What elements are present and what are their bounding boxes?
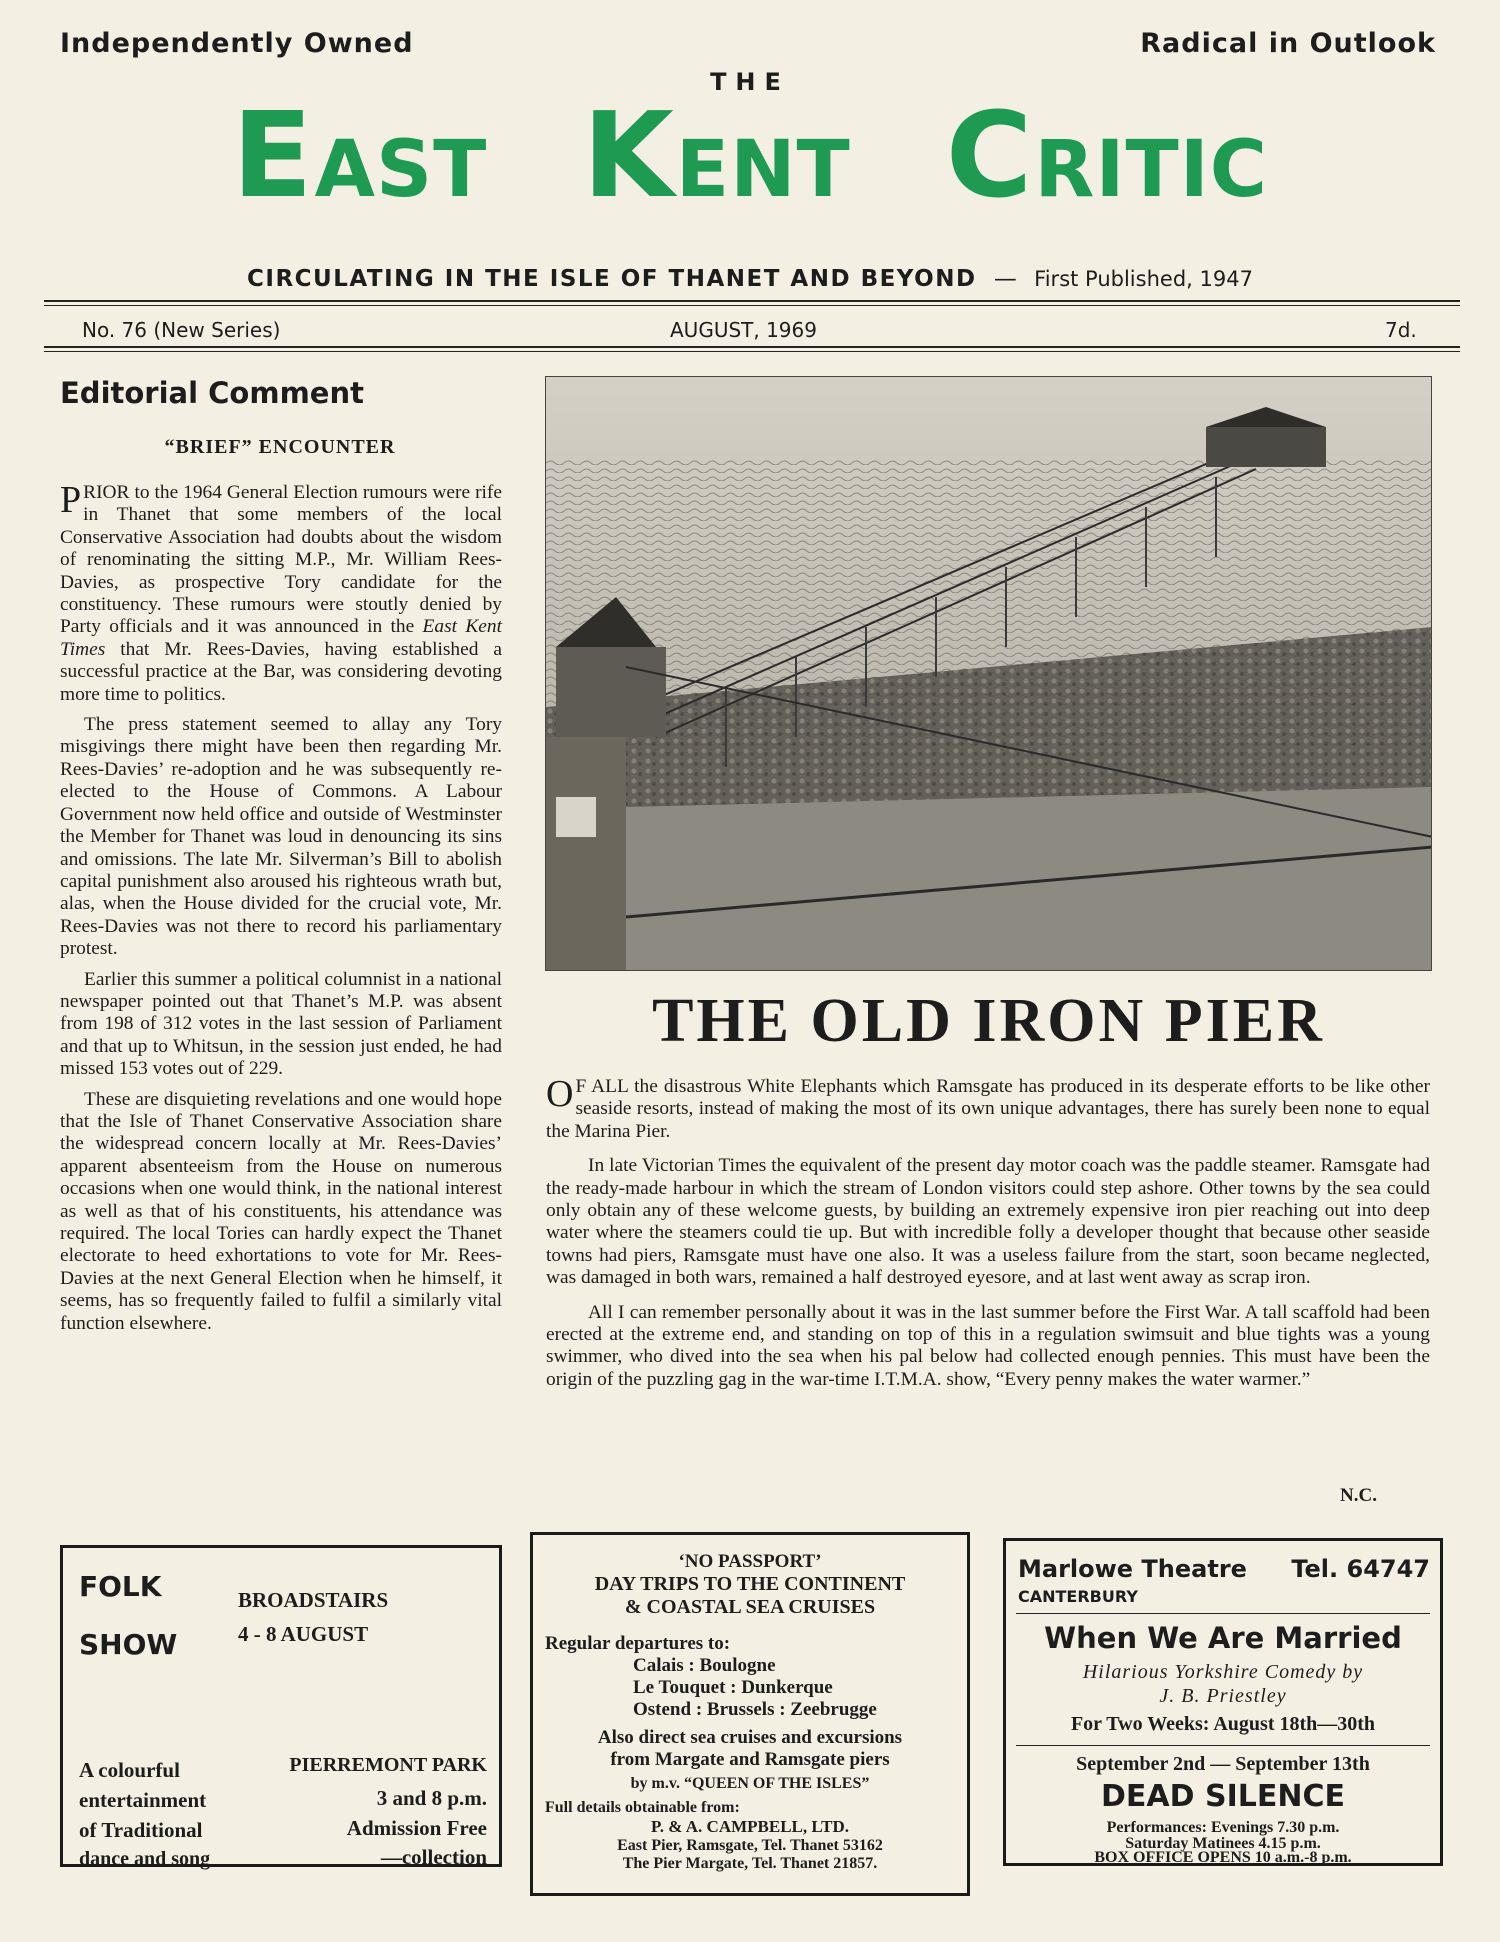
tagline-left: Independently Owned bbox=[60, 28, 414, 59]
ad-folk-desc-4: dance and song bbox=[79, 1848, 211, 1870]
ad-trips-line-2: DAY TRIPS TO THE CONTINENT bbox=[594, 1573, 906, 1595]
editorial-paragraph-1 bbox=[60, 479, 502, 706]
ad-folk-desc-1: A colourful bbox=[79, 1758, 180, 1782]
ad-trips-line-8: Also direct sea cruises and excursions bbox=[597, 1727, 903, 1748]
article-signature: N.C. bbox=[1340, 1485, 1377, 1506]
ad-folk-venue: PIERREMONT PARK bbox=[289, 1754, 487, 1776]
ad-folk-collection: —collection bbox=[380, 1845, 487, 1869]
header-rule-bottom bbox=[44, 346, 1460, 348]
first-published: First Published, 1947 bbox=[1034, 267, 1253, 291]
article-title: THE OLD IRON PIER bbox=[652, 987, 1325, 1055]
masthead-east-rest: AST bbox=[314, 125, 488, 215]
ad-folk-place: BROADSTAIRS bbox=[238, 1588, 389, 1612]
article-drop-cap: O bbox=[546, 1073, 574, 1115]
circulation-line bbox=[0, 266, 1500, 292]
ad-folk-desc-2: entertainment bbox=[79, 1788, 207, 1812]
theatre-play-2: DEAD SILENCE bbox=[1101, 1779, 1345, 1814]
issue-number: No. 76 (New Series) bbox=[82, 318, 281, 342]
ad-trips-line-7: Ostend : Brussels : Zeebrugge bbox=[633, 1699, 877, 1720]
ad-trips-line-10: by m.v. “QUEEN OF THE ISLES” bbox=[630, 1775, 870, 1792]
pier-illustration bbox=[546, 377, 1432, 971]
ad-trips-line-4: Regular departures to: bbox=[545, 1633, 731, 1654]
editorial-paragraph-2: The press statement seemed to allay any Tory misgivings there might have been then regarding Mr. Rees-Davies’ re-adoption and he was subsequently re-elected to the House of Commons. A Labour Government now held office and outside of Westminster the Member for Thanet was loud in denouncing its sins and omissions. The late Mr. Silverman’s Bill to abolish capital punishment also aroused his righteous wrath but, alas, when the House divided for the crucial vote, Mr. Rees-Davies was not there to record his parliamentary protest. bbox=[60, 714, 502, 960]
ad-folk-word: FOLK bbox=[79, 1570, 162, 1603]
ad-folk-times: 3 and 8 p.m. bbox=[376, 1786, 487, 1810]
theatre-town: CANTERBURY bbox=[1018, 1587, 1138, 1606]
editorial-body bbox=[60, 479, 502, 1343]
masthead-title bbox=[0, 86, 1500, 224]
ad-trips-line-6: Le Touquet : Dunkerque bbox=[633, 1677, 833, 1698]
ad-trips-line-9: from Margate and Ramsgate piers bbox=[610, 1749, 890, 1770]
ad-folk-desc-3: of Traditional bbox=[79, 1818, 203, 1842]
masthead-kent-rest: ENT bbox=[675, 125, 851, 215]
ad-marlowe-theatre bbox=[1003, 1538, 1443, 1866]
editorial-subheading: “BRIEF” ENCOUNTER bbox=[164, 436, 396, 458]
masthead-the: THE bbox=[710, 68, 790, 96]
article-paragraph-2: In late Victorian Times the equivalent of the present day motor coach was the paddle steamer. Ramsgate had the ready-made harbour in which the stream of London visitors could step ashore. Other towns by the sea could only obtain any of these welcome guests, by building an extremely expensive iron pier reaching out into deep water where the steamers could tie up. But with incredible folly a developer thought that because other seaside towns had piers, Ramsgate must have one also. It was a useless failure from the start, soon became neglected, was damaged in both wars, remained a half destroyed eyesore, and at last went away as scrap iron. bbox=[546, 1155, 1430, 1289]
article-paragraph-1 bbox=[546, 1073, 1430, 1143]
header-rule-bottom-2 bbox=[44, 351, 1460, 352]
circulation-text: CIRCULATING IN THE ISLE OF THANET AND BEYOND bbox=[247, 266, 977, 292]
pier-photograph bbox=[545, 376, 1432, 971]
masthead-critic-cap: C bbox=[945, 86, 1035, 224]
ad-trips-line-11: Full details obtainable from: bbox=[545, 1799, 740, 1816]
header-rule-top bbox=[44, 300, 1460, 302]
masthead-east-cap: E bbox=[232, 86, 315, 224]
editorial-paragraph-4: These are disquieting revelations and one would hope that the Isle of Thanet Conservative Association share the widespread concern locally at Mr. Rees-Davies’ apparent absenteeism from the House on numerous occasions when one would think, in the national interest as well as that of his constituents, his attendance was required. The local Tories can hardly expect the Thanet electorate to heed exhortations to vote for Mr. Rees-Davies at the next General Election when he himself, it seems, has so frequently failed to fulfil a similarly vital function elsewhere. bbox=[60, 1088, 502, 1334]
editorial-p1-end: that Mr. Rees-Davies, having established a successful practice at the Bar, was considering devoting more time to politics. bbox=[60, 638, 502, 705]
theatre-play-1: When We Are Married bbox=[1044, 1621, 1402, 1655]
theatre-divider-1 bbox=[1016, 1613, 1430, 1614]
masthead-kent-cap: K bbox=[582, 86, 676, 224]
theatre-box-office: BOX OFFICE OPENS 10 a.m.-8 p.m. bbox=[1094, 1849, 1352, 1866]
ad-day-trips bbox=[530, 1532, 970, 1896]
theatre-divider-2 bbox=[1016, 1745, 1430, 1746]
ad-folk-dates: 4 - 8 AUGUST bbox=[238, 1622, 369, 1646]
tagline-right: Radical in Outlook bbox=[1140, 28, 1436, 59]
editorial-p1-text: RIOR to the 1964 General Election rumours were rife in Thanet that some members of the local Conservative Association had doubts about the wisdom of renominating the sitting M.P., Mr. William Rees-Davies, as prospective Tory candidate for the constituency. These rumours were stoutly denied by Party officials and it was announced in the bbox=[60, 482, 502, 638]
ad-folk-show bbox=[60, 1545, 502, 1870]
ad-show-word: SHOW bbox=[79, 1628, 178, 1661]
circulation-dash: — bbox=[993, 266, 1017, 292]
editorial-paragraph-3: Earlier this summer a political columnist in a national newspaper pointed out that Thanet’s M.P. was absent from 198 of 312 votes in the last session of Parliament and that up to Whitsun, in the session just ended, he had missed 153 votes out of 229. bbox=[60, 968, 502, 1080]
theatre-name: Marlowe Theatre bbox=[1018, 1555, 1247, 1583]
masthead-critic-rest: RITIC bbox=[1034, 125, 1268, 215]
editorial-heading: Editorial Comment bbox=[60, 376, 364, 410]
editorial-p1-italic: East Kent Times bbox=[60, 616, 502, 660]
ad-folk-admission: Admission Free bbox=[346, 1816, 487, 1840]
theatre-author: J. B. Priestley bbox=[1159, 1685, 1287, 1707]
theatre-run-2: September 2nd — September 13th bbox=[1076, 1753, 1370, 1775]
ad-trips-line-13: East Pier, Ramsgate, Tel. Thanet 53162 bbox=[617, 1837, 883, 1854]
article-p1-text: F ALL the disastrous White Elephants which Ramsgate has produced in its desperate efforts to be like other seaside resorts, instead of making the most of its own unique advantages, there has surely been none to equal the Marina Pier. bbox=[546, 1076, 1430, 1142]
theatre-run-1: For Two Weeks: August 18th—30th bbox=[1070, 1713, 1376, 1735]
ad-trips-line-3: & COASTAL SEA CRUISES bbox=[624, 1596, 876, 1618]
ad-trips-line-14: The Pier Margate, Tel. Thanet 21857. bbox=[622, 1855, 878, 1872]
ad-trips-line-12: P. & A. CAMPBELL, LTD. bbox=[650, 1817, 850, 1836]
ad-trips-line-1: ‘NO PASSPORT’ bbox=[678, 1551, 822, 1572]
theatre-desc: Hilarious Yorkshire Comedy by bbox=[1082, 1661, 1364, 1683]
article-paragraph-3: All I can remember personally about it was in the last summer before the First War. A tall scaffold had been erected at the extreme end, and standing on top of this in a regulation swimsuit and blue tights was a young swimmer, who dived into the sea when his pal below had collected enough pennies. This must have been the origin of the puzzling gag in the war-time I.T.M.A. show, “Every penny makes the water warmer.” bbox=[546, 1301, 1430, 1390]
ad-trips-line-5: Calais : Boulogne bbox=[633, 1655, 776, 1676]
article-body bbox=[546, 1073, 1430, 1403]
theatre-tel: Tel. 64747 bbox=[1291, 1555, 1430, 1583]
theatre-perf-1: Performances: Evenings 7.30 p.m. bbox=[1106, 1819, 1340, 1836]
issue-price: 7d. bbox=[1385, 318, 1417, 342]
header-rule-top-2 bbox=[44, 305, 1460, 306]
issue-date: AUGUST, 1969 bbox=[670, 318, 817, 342]
drop-cap: P bbox=[60, 479, 82, 521]
theatre-perf-2: Saturday Matinees 4.15 p.m. bbox=[1125, 1835, 1321, 1852]
